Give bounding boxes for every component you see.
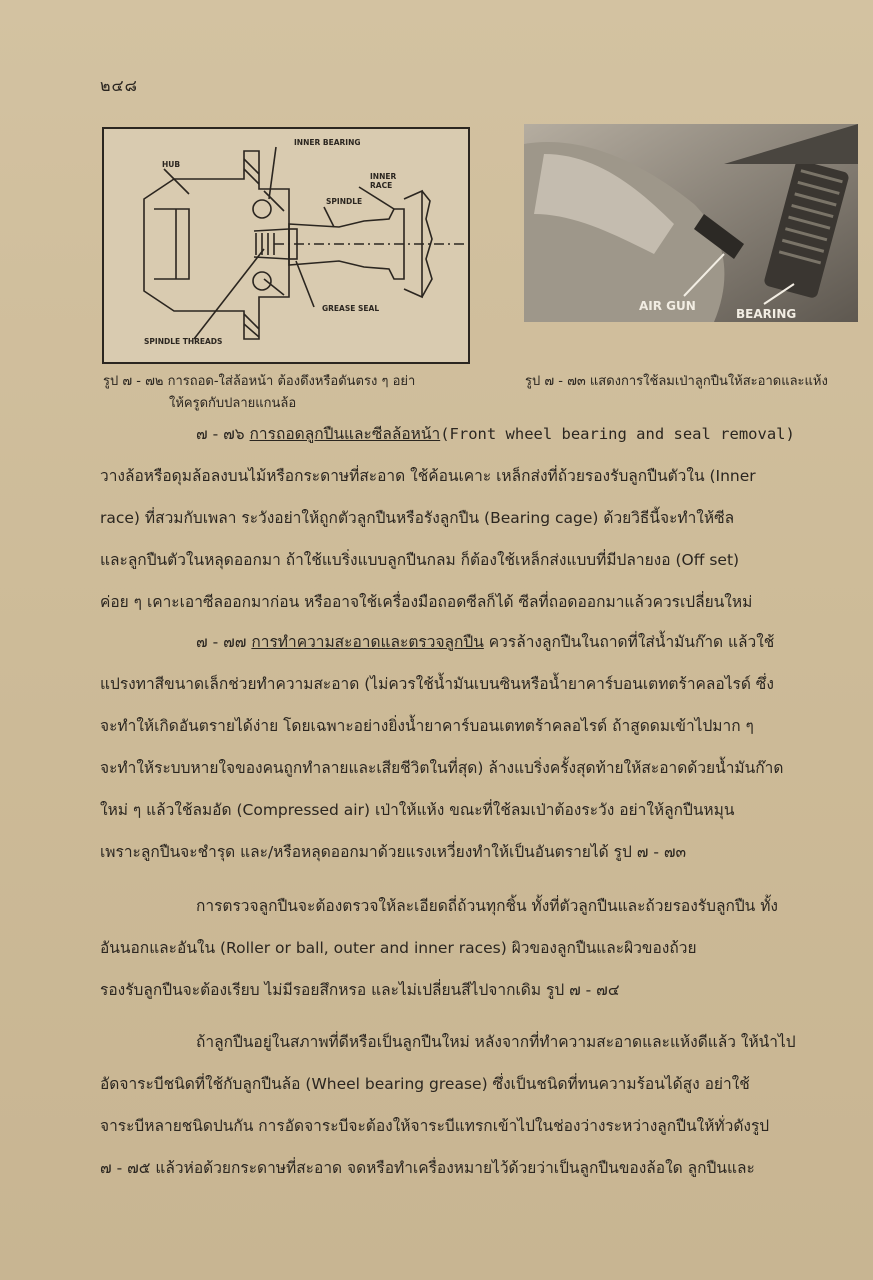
inspect-line-3: รองรับลูกปืนจะต้องเรียบ ไม่มีรอยสึกหรอ และไม่เปลี่ยนสีไปจากเดิม รูป ๗ - ๗๔ bbox=[100, 981, 620, 999]
inspect-line-1: การตรวจลูกปืนจะต้องตรวจให้ละเอียดถี่ถ้วนทุกชิ้น ทั้งที่ตัวลูกปืนและถ้วยรองรับลูกปืน ทั้ง bbox=[196, 897, 778, 915]
section-76-number: ๗ - ๗๖ bbox=[196, 425, 245, 443]
section-77-line-5: เพราะลูกปืนจะชำรุด และ/หรือหลุดออกมาด้วยแรงเหวี่ยงทำให้เป็นอันตรายได้ รูป ๗ - ๗๓ bbox=[100, 843, 687, 861]
label-air-gun: AIR GUN bbox=[639, 299, 696, 313]
grease-line-4: ๗ - ๗๕ แล้วห่อด้วยกระดาษที่สะอาด จดหรือทำเครื่องหมายไว้ด้วยว่าเป็นลูกปืนของล้อใด ลูกปืนและ bbox=[100, 1159, 755, 1177]
label-bearing: BEARING bbox=[736, 307, 797, 321]
section-76-line-3: และลูกปืนตัวในหลุดออกมา ถ้าใช้แบริ่งแบบลูกปืนกลม ก็ต้องใช้เหล็กส่งแบบที่มีปลายงอ (Off set) bbox=[100, 551, 740, 569]
section-77-line-1: แปรงทาสีขนาดเล็กช่วยทำความสะอาด (ไม่ควรใช้น้ำมันเบนซินหรือน้ำยาคาร์บอนเตทตร้าคลอไรด์ ซึ่ง bbox=[100, 675, 774, 693]
section-76-heading-line bbox=[100, 420, 865, 448]
section-77-number: ๗ - ๗๗ bbox=[196, 633, 247, 651]
figure-73-photo bbox=[524, 124, 858, 322]
label-spindle-threads: SPINDLE THREADS bbox=[144, 337, 223, 346]
section-77-first-line: ควรล้างลูกปืนในถาดที่ใส่น้ำมันก๊าด แล้วใช้ bbox=[488, 633, 775, 651]
hub-cross-section-drawing bbox=[104, 129, 468, 362]
label-inner-race-2: RACE bbox=[370, 181, 393, 190]
section-76-line-2: race) ที่สวมกับเพลา ระวังอย่าให้ถูกตัวลูกปืนหรือรังลูกปืน (Bearing cage) ด้วยวิธีนี้จะทำให้ซีล bbox=[100, 509, 735, 527]
grease-line-2: อัดจาระบีชนิดที่ใช้กับลูกปืนล้อ (Wheel bearing grease) ซึ่งเป็นชนิดที่ทนความร้อนได้สูง อย่าใช้ bbox=[100, 1075, 750, 1093]
section-76-heading: การถอดลูกปืนและซีลล้อหน้า bbox=[249, 425, 441, 443]
section-77-line-4: ใหม่ ๆ แล้วใช้ลมอัด (Compressed air) เป่าให้แห้ง ขณะที่ใช้ลมเป่าต้องระวัง อย่าให้ลูกปืนหมุน bbox=[100, 801, 735, 819]
page-number: ๒๔๘ bbox=[100, 76, 138, 95]
figure-73-caption: รูป ๗ - ๗๓ แสดงการใช้ลมเป่าลูกปืนให้สะอาดและแห้ง bbox=[525, 374, 828, 389]
label-grease-seal: GREASE SEAL bbox=[322, 304, 380, 313]
section-76-english: (Front wheel bearing and seal removal) bbox=[440, 425, 795, 443]
figure-72-diagram bbox=[102, 127, 470, 364]
section-77-line-3: จะทำให้ระบบหายใจของคนถูกทำลายและเสียชีวิตในที่สุด) ล้างแบริ่งครั้งสุดท้ายให้สะอาดด้วยน้ำมันก๊าด bbox=[100, 759, 784, 777]
air-gun-bearing-photo bbox=[524, 124, 858, 322]
figure-72-caption bbox=[103, 371, 463, 415]
section-77-heading-line bbox=[100, 628, 865, 656]
figure-72-caption-line2: ให้ครูดกับปลายแกนล้อ bbox=[169, 396, 297, 411]
label-spindle: SPINDLE bbox=[326, 197, 363, 206]
grease-line-1: ถ้าลูกปืนอยู่ในสภาพที่ดีหรือเป็นลูกปืนใหม่ หลังจากที่ทำความสะอาดและแห้งดีแล้ว ให้นำไป bbox=[196, 1033, 796, 1051]
figure-72-caption-line1: รูป ๗ - ๗๒ การถอด-ใส่ล้อหน้า ต้องดึงหรือดันตรง ๆ อย่า bbox=[103, 374, 416, 389]
label-hub: HUB bbox=[162, 160, 181, 169]
section-77-line-2: จะทำให้เกิดอันตรายได้ง่าย โดยเฉพาะอย่างยิ่งน้ำยาคาร์บอนเตทตร้าคลอไรด์ ถ้าสูดดมเข้าไปมาก ๆ bbox=[100, 717, 754, 735]
section-76-line-1: วางล้อหรือดุมล้อลงบนไม้หรือกระดาษที่สะอาด ใช้ค้อนเคาะ เหล็กส่งที่ถ้วยรองรับลูกปืนตัวใน (Inner bbox=[100, 467, 756, 485]
label-inner-bearing: INNER BEARING bbox=[294, 138, 361, 147]
section-76-line-4: ค่อย ๆ เคาะเอาซีลออกมาก่อน หรืออาจใช้เครื่องมือถอดซีลก็ได้ ซีลที่ถอดออกมาแล้วควรเปลี่ยนใหม่ bbox=[100, 593, 753, 611]
section-77-heading: การทำความสะอาดและตรวจลูกปืน bbox=[251, 633, 484, 651]
grease-line-3: จาระบีหลายชนิดปนกัน การอัดจาระบีจะต้องให้จาระบีแทรกเข้าไปในช่องว่างระหว่างลูกปืนให้ทั่วดังรูป bbox=[100, 1117, 770, 1135]
inspect-line-2: อันนอกและอันใน (Roller or ball, outer and inner races) ผิวของลูกปืนและผิวของถ้วย bbox=[100, 939, 697, 957]
label-inner-race: INNER bbox=[370, 172, 397, 181]
